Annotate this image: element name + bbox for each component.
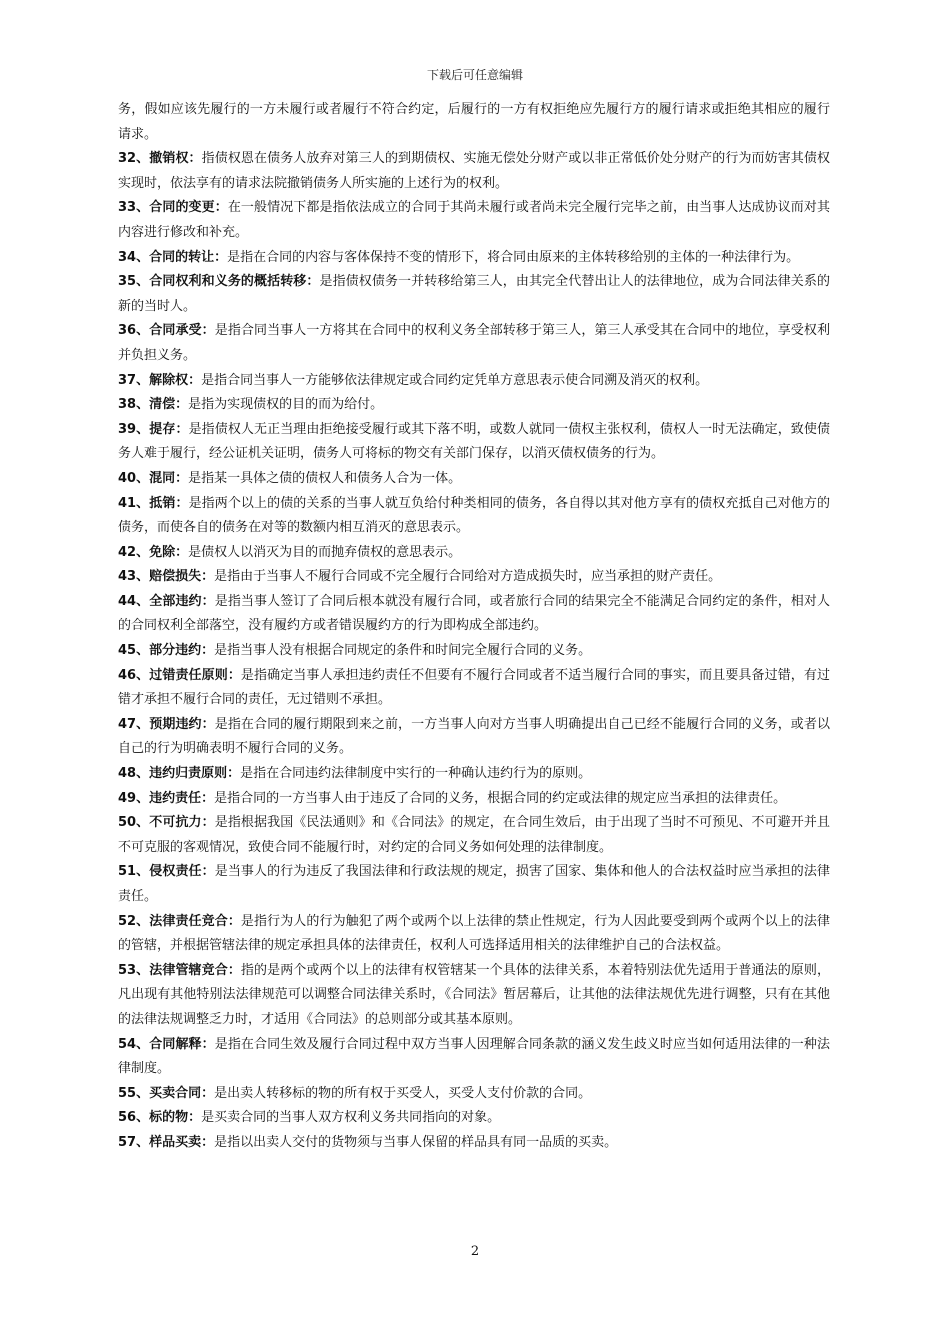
entry-40 [118, 467, 830, 492]
entry-53 [118, 959, 830, 1033]
entry-term: 53、法律管辖竞合： [118, 962, 241, 978]
entry-term: 48、违约归责原则： [118, 766, 241, 782]
entry-term: 32、撤销权： [118, 151, 202, 167]
entry-text: 是指当事人没有根据合同规定的条件和时间完全履行合同的义务。 [214, 643, 592, 659]
entry-term: 40、混同： [118, 470, 189, 486]
entry-46 [118, 664, 830, 713]
entry-text: 是指两个以上的债的关系的当事人就互负给付种类相同的债务，各自得以其对他方享有的债权充抵自己对他方的债务，而使各自的债务在对等的数额内相互消灭的意思表示。 [118, 495, 830, 536]
entry-43 [118, 565, 830, 590]
entry-term: 51、侵权责任： [118, 864, 215, 880]
entry-35 [118, 270, 830, 319]
entry-term: 55、买卖合同： [118, 1085, 215, 1101]
entry-text: 是指在合同的内容与客体保持不变的情形下，将合同由原来的主体转移给别的主体的一种法律行为。 [227, 249, 800, 265]
entry-term: 50、不可抗力： [118, 815, 215, 831]
entry-text: 是指确定当事人承担违约责任不但要有不履行合同或者不适当履行合同的事实，而且要具备过错，有过错才承担不履行合同的责任，无过错则不承担。 [118, 667, 830, 708]
entry-term: 52、法律责任竞合： [118, 913, 241, 929]
document-body [118, 98, 830, 1156]
entry-39 [118, 418, 830, 467]
entry-term: 57、样品买卖： [118, 1134, 215, 1150]
entry-term: 33、合同的变更： [118, 200, 228, 216]
entry-text: 是指合同当事人一方将其在合同中的权利义务全部转移于第三人，第三人承受其在合同中的地位，享受权利并负担义务。 [118, 323, 830, 363]
entry-text: 指的是两个或两个以上的法律有权管辖某一个具体的法律关系，本着特别法优先适用于普通法的原则，凡出现有其他特别法法律规范可以调整合同法律关系时，《合同法》暂居幕后，让其他的法律法规优先进行调整，只有在其他的法律法规调整乏力时，才适用《合同法》的总则部分或其基本原则。 [118, 962, 830, 1027]
entry-text: 是指由于当事人不履行合同或不完全履行合同给对方造成损失时，应当承担的财产责任。 [214, 569, 722, 585]
entry-text: 是指为实现债权的目的而为给付。 [188, 397, 384, 413]
entry-48 [118, 762, 830, 787]
entry-term: 37、解除权： [118, 372, 202, 388]
entry-text: 是指在合同违约法律制度中实行的一种确认违约行为的原则。 [240, 766, 592, 782]
entry-text: 是指债权人无正当理由拒绝接受履行或其下落不明，或数人就同一债权主张权利，债权人一时无法确定，致使债务人难于履行，经公证机关证明，债务人可将标的物交有关部门保存，以消灭债权债务的行为。 [118, 421, 830, 462]
entry-term: 39、提存： [118, 421, 189, 437]
entry-term: 38、清偿： [118, 397, 189, 413]
entry-text: 指债权恩在债务人放弃对第三人的到期债权、实施无偿处分财产或以非正常低价处分财产的行为而妨害其债权实现时，依法享有的请求法院撤销债务人所实施的上述行为的权利。 [118, 151, 830, 191]
entry-text: 是指债权债务一并转移给第三人，由其完全代替出让人的法律地位，成为合同法律关系的新的当时人。 [118, 274, 830, 314]
entry-term: 46、过错责任原则： [118, 667, 241, 683]
entry-41 [118, 492, 830, 541]
entry-text: 在一般情况下都是指依法成立的合同于其尚未履行或者尚未完全履行完毕之前，由当事人达成协议而对其内容进行修改和补充。 [118, 200, 830, 240]
entry-text: 是指当事人签订了合同后根本就没有履行合同，或者旅行合同的结果完全不能满足合同约定的条件，相对人的合同权利全部落空，没有履约方或者错误履约方的行为即构成全部违约。 [118, 593, 830, 634]
entry-text: 是指根据我国《民法通则》和《合同法》的规定，在合同生效后，由于出现了当时不可预见、不可避开并且不可克服的客观情况，致使合同不能履行时，对约定的合同义务如何处理的法律制度。 [118, 815, 830, 855]
entry-49 [118, 787, 830, 812]
page-number: 2 [470, 1244, 480, 1259]
entry-term: 44、全部违约： [118, 593, 215, 609]
entry-54 [118, 1033, 830, 1082]
entry-55 [118, 1082, 830, 1107]
entry-text: 是买卖合同的当事人双方权利义务共同指向的对象。 [201, 1110, 501, 1126]
entry-56 [118, 1106, 830, 1131]
entry-38 [118, 393, 830, 418]
entry-term: 34、合同的转让： [118, 249, 228, 265]
page-header: 下载后可任意编辑 [426, 68, 523, 82]
entry-36 [118, 319, 830, 368]
entry-term: 43、赔偿损失： [118, 569, 215, 585]
entry-text: 是指在合同的履行期限到来之前，一方当事人向对方当事人明确提出自己已经不能履行合同的义务，或者以自己的行为明确表明不履行合同的义务。 [118, 716, 830, 757]
entry-51 [118, 860, 830, 909]
entry-57 [118, 1131, 830, 1156]
entry-term: 49、违约责任： [118, 790, 215, 806]
entry-50 [118, 811, 830, 860]
entry-text: 是指合同的一方当事人由于违反了合同的义务，根据合同的约定或法律的规定应当承担的法律责任。 [214, 790, 787, 806]
entry-term: 56、标的物： [118, 1110, 202, 1126]
entry-term: 36、合同承受： [118, 323, 215, 339]
entry-34 [118, 246, 830, 271]
entry-term: 47、预期违约： [118, 716, 215, 732]
entry-term: 42、免除： [118, 544, 189, 560]
entry-47 [118, 713, 830, 762]
entry-text: 是当事人的行为违反了我国法律和行政法规的规定，损害了国家、集体和他人的合法权益时应当承担的法律责任。 [118, 864, 830, 904]
entry-33 [118, 196, 830, 245]
entry-32 [118, 147, 830, 196]
entry-text: 是债权人以消灭为目的而抛弃债权的意思表示。 [188, 544, 462, 560]
entry-37 [118, 369, 830, 394]
entry-text: 是指某一具体之债的债权人和债务人合为一体。 [188, 470, 462, 486]
entry-term: 54、合同解释： [118, 1036, 215, 1052]
entry-45 [118, 639, 830, 664]
entry-continuation [118, 98, 830, 147]
entry-term: 41、抵销： [118, 495, 189, 511]
entry-text: 是出卖人转移标的物的所有权于买受人，买受人支付价款的合同。 [214, 1085, 592, 1101]
entry-text: 务，假如应该先履行的一方未履行或者履行不符合约定，后履行的一方有权拒绝应先履行方的履行请求或拒绝其相应的履行请求。 [118, 102, 830, 142]
entry-42 [118, 541, 830, 566]
entry-term: 45、部分违约： [118, 643, 215, 659]
entry-44 [118, 590, 830, 639]
entry-52 [118, 910, 830, 959]
entry-term: 35、合同权利和义务的概括转移： [118, 274, 320, 290]
entry-text: 是指以出卖人交付的货物须与当事人保留的样品具有同一品质的买卖。 [214, 1134, 618, 1150]
entry-text: 是指合同当事人一方能够依法律规定或合同约定凭单方意思表示使合同溯及消灭的权利。 [201, 372, 709, 388]
entry-text: 是指行为人的行为触犯了两个或两个以上法律的禁止性规定，行为人因此要受到两个或两个以上的法律的管辖，并根据管辖法律的规定承担具体的法律责任，权利人可选择适用相关的法律维护自己的合法权益。 [118, 913, 830, 954]
entry-text: 是指在合同生效及履行合同过程中双方当事人因理解合同条款的涵义发生歧义时应当如何适用法律的一种法律制度。 [118, 1036, 830, 1077]
